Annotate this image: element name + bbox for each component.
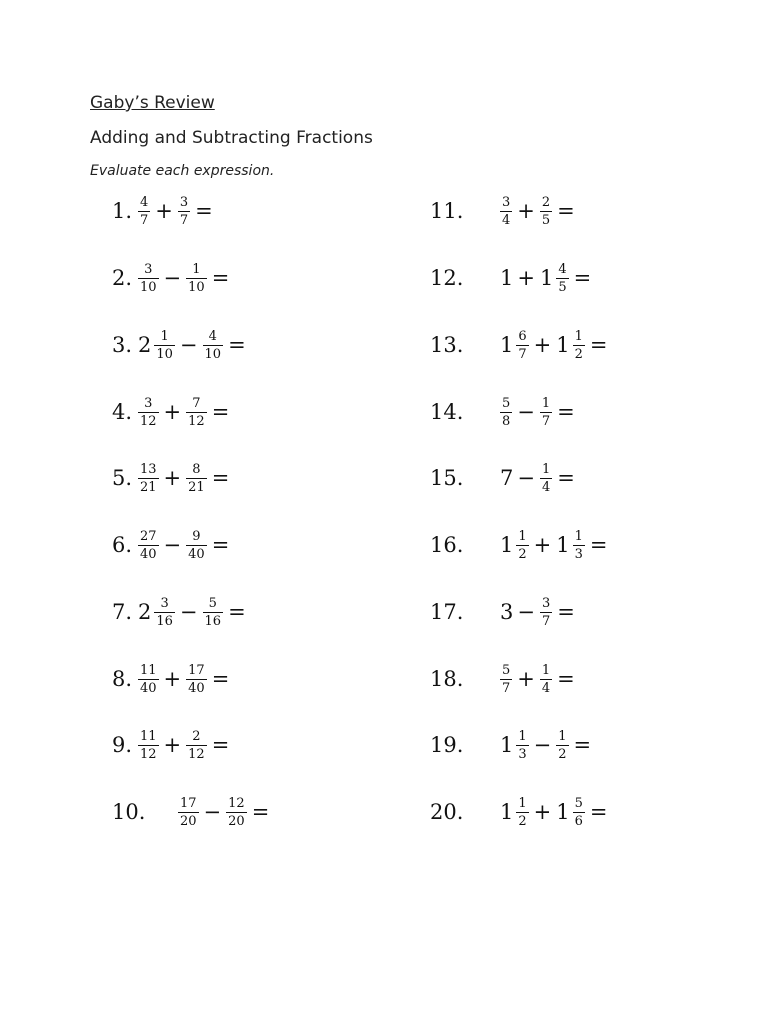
operator: = — [228, 599, 246, 624]
operator: − — [163, 265, 182, 290]
problem-16 — [430, 520, 611, 570]
denominator: 7 — [541, 413, 551, 429]
fraction — [571, 330, 587, 361]
expression — [498, 196, 578, 227]
fraction — [514, 797, 530, 828]
fraction — [514, 330, 530, 361]
operator: = — [557, 666, 575, 691]
numerator: 17 — [188, 662, 205, 678]
operator: = — [557, 465, 575, 490]
problem-13 — [430, 320, 611, 370]
operator: = — [573, 265, 592, 290]
denominator: 2 — [518, 813, 527, 829]
problem-8 — [112, 654, 232, 704]
problem-number: 15. — [430, 466, 464, 490]
numerator: 3 — [144, 261, 153, 277]
denominator: 12 — [188, 413, 205, 429]
problem-number: 4. — [112, 400, 133, 424]
whole-number: 1 — [539, 265, 554, 290]
operator: + — [163, 666, 182, 691]
numerator: 2 — [192, 728, 201, 744]
denominator: 7 — [140, 212, 149, 228]
expression — [136, 263, 232, 294]
fraction — [538, 463, 554, 494]
expression — [498, 397, 578, 428]
numerator: 4 — [140, 194, 149, 210]
denominator: 7 — [502, 680, 511, 696]
denominator: 3 — [574, 546, 583, 562]
problem-number: 16. — [430, 533, 464, 557]
denominator: 12 — [140, 746, 157, 762]
denominator: 5 — [541, 212, 551, 228]
denominator: 12 — [188, 746, 205, 762]
expression — [136, 597, 249, 628]
denominator: 2 — [558, 746, 567, 762]
fraction — [514, 730, 530, 761]
expression — [136, 397, 232, 428]
numerator: 1 — [518, 528, 527, 544]
fraction — [184, 263, 209, 294]
operator: = — [557, 198, 575, 223]
fraction — [184, 397, 209, 428]
problem-9 — [112, 720, 232, 770]
denominator: 7 — [541, 613, 551, 629]
denominator: 40 — [140, 680, 157, 696]
denominator: 6 — [574, 813, 583, 829]
operator: = — [228, 332, 246, 357]
denominator: 3 — [518, 746, 527, 762]
operator: = — [211, 265, 230, 290]
denominator: 40 — [188, 680, 205, 696]
problem-5 — [112, 453, 232, 503]
numerator: 3 — [144, 395, 153, 411]
operator: + — [533, 332, 552, 357]
fraction — [571, 797, 587, 828]
problem-6 — [112, 520, 232, 570]
problem-1 — [112, 186, 216, 236]
denominator: 21 — [188, 479, 205, 495]
numerator: 3 — [160, 595, 169, 611]
whole-number: 3 — [500, 599, 514, 624]
fraction — [136, 730, 161, 761]
problem-18 — [430, 654, 578, 704]
numerator: 5 — [208, 595, 217, 611]
problem-number: 9. — [112, 733, 133, 757]
problem-17 — [430, 587, 578, 637]
numerator: 11 — [140, 728, 157, 744]
numerator: 1 — [192, 261, 201, 277]
problem-number: 1. — [112, 199, 133, 223]
operator: + — [533, 532, 552, 557]
problem-number: 12. — [430, 266, 464, 290]
operator: = — [557, 399, 575, 424]
denominator: 20 — [228, 813, 245, 829]
numerator: 7 — [192, 395, 201, 411]
operator: − — [533, 732, 552, 757]
denominator: 21 — [140, 479, 157, 495]
expression — [136, 196, 216, 227]
numerator: 1 — [574, 528, 583, 544]
fraction — [136, 196, 152, 227]
fraction — [498, 664, 514, 695]
problem-10 — [112, 787, 272, 837]
problem-19 — [430, 720, 594, 770]
denominator: 4 — [541, 680, 551, 696]
denominator: 16 — [204, 613, 222, 629]
numerator: 6 — [518, 328, 527, 344]
denominator: 2 — [518, 546, 527, 562]
denominator: 2 — [574, 346, 583, 362]
problem-2 — [112, 253, 232, 303]
numerator: 5 — [502, 662, 511, 678]
operator: + — [155, 198, 173, 223]
denominator: 7 — [179, 212, 189, 228]
whole-number: 1 — [500, 532, 514, 557]
operator: − — [517, 599, 535, 624]
expression — [136, 664, 232, 695]
fraction — [571, 530, 587, 561]
fraction — [152, 597, 177, 628]
denominator: 4 — [541, 479, 551, 495]
fraction — [136, 463, 161, 494]
problem-12 — [430, 253, 594, 303]
expression — [136, 530, 232, 561]
expression — [176, 797, 272, 828]
operator: + — [163, 465, 182, 490]
expression — [498, 530, 611, 561]
numerator: 1 — [541, 395, 551, 411]
fraction — [152, 330, 177, 361]
fraction — [184, 463, 209, 494]
operator: = — [211, 399, 230, 424]
numerator: 1 — [518, 795, 527, 811]
fraction — [136, 397, 161, 428]
operator: + — [517, 265, 535, 290]
operator: + — [533, 799, 552, 824]
numerator: 1 — [518, 728, 527, 744]
operator: = — [251, 799, 270, 824]
fraction — [176, 196, 192, 227]
fraction — [224, 797, 249, 828]
numerator: 11 — [140, 662, 157, 678]
whole-number: 1 — [556, 532, 570, 557]
operator: + — [163, 732, 182, 757]
problem-number: 10. — [112, 800, 146, 824]
numerator: 2 — [541, 194, 551, 210]
denominator: 40 — [188, 546, 205, 562]
operator: − — [179, 599, 198, 624]
expression — [498, 730, 594, 761]
denominator: 20 — [180, 813, 197, 829]
denominator: 10 — [140, 279, 157, 295]
expression — [498, 330, 611, 361]
whole-number: 2 — [138, 332, 152, 357]
expression — [498, 463, 578, 494]
operator: = — [211, 465, 230, 490]
fraction — [176, 797, 201, 828]
operator: − — [517, 399, 535, 424]
fraction — [136, 530, 161, 561]
fraction — [201, 330, 226, 361]
fraction — [538, 397, 554, 428]
numerator: 9 — [192, 528, 201, 544]
whole-number: 1 — [556, 332, 570, 357]
whole-number: 1 — [500, 332, 514, 357]
denominator: 10 — [156, 346, 173, 362]
numerator: 1 — [541, 461, 551, 477]
operator: = — [589, 532, 608, 557]
whole-number: 1 — [500, 799, 514, 824]
numerator: 5 — [502, 395, 511, 411]
problem-number: 7. — [112, 600, 133, 624]
denominator: 5 — [558, 279, 567, 295]
problem-number: 6. — [112, 533, 133, 557]
worksheet-title: Gaby’s Review — [90, 93, 215, 113]
operator: = — [557, 599, 575, 624]
whole-number: 2 — [138, 599, 152, 624]
instructions: Evaluate each expression. — [90, 163, 275, 179]
operator: = — [589, 332, 608, 357]
fraction — [184, 730, 209, 761]
operator: − — [179, 332, 198, 357]
fraction — [514, 530, 530, 561]
worksheet-subtitle: Adding and Subtracting Fractions — [90, 128, 373, 148]
problem-3 — [112, 320, 249, 370]
numerator: 3 — [541, 595, 551, 611]
expression — [136, 330, 249, 361]
problem-7 — [112, 587, 249, 637]
operator: = — [573, 732, 592, 757]
problem-14 — [430, 387, 578, 437]
expression — [498, 263, 594, 294]
whole-number: 7 — [500, 465, 514, 490]
expression — [136, 730, 232, 761]
expression — [498, 797, 611, 828]
numerator: 1 — [558, 728, 567, 744]
problem-number: 8. — [112, 667, 133, 691]
numerator: 3 — [502, 194, 511, 210]
expression — [498, 597, 578, 628]
expression — [498, 664, 578, 695]
problem-number: 14. — [430, 400, 464, 424]
problem-number: 13. — [430, 333, 464, 357]
fraction — [554, 730, 570, 761]
numerator: 5 — [574, 795, 583, 811]
fraction — [184, 530, 209, 561]
fraction — [538, 664, 554, 695]
denominator: 40 — [140, 546, 157, 562]
fraction — [554, 263, 570, 294]
numerator: 4 — [208, 328, 217, 344]
denominator: 7 — [518, 346, 527, 362]
numerator: 1 — [160, 328, 169, 344]
operator: + — [517, 666, 535, 691]
denominator: 16 — [156, 613, 173, 629]
whole-number: 1 — [500, 265, 514, 290]
problem-number: 20. — [430, 800, 464, 824]
problem-15 — [430, 453, 578, 503]
denominator: 10 — [204, 346, 222, 362]
problem-4 — [112, 387, 232, 437]
numerator: 12 — [228, 795, 245, 811]
numerator: 17 — [180, 795, 197, 811]
problem-number: 11. — [430, 199, 464, 223]
problem-number: 2. — [112, 266, 133, 290]
problem-number: 19. — [430, 733, 464, 757]
operator: = — [195, 198, 213, 223]
fraction — [136, 263, 161, 294]
numerator: 8 — [192, 461, 201, 477]
operator: = — [211, 532, 230, 557]
numerator: 1 — [574, 328, 583, 344]
fraction — [184, 664, 209, 695]
operator: + — [517, 198, 535, 223]
operator: + — [163, 399, 182, 424]
operator: − — [517, 465, 535, 490]
operator: − — [203, 799, 222, 824]
denominator: 8 — [502, 413, 511, 429]
operator: = — [211, 732, 230, 757]
fraction — [136, 664, 161, 695]
operator: = — [589, 799, 608, 824]
denominator: 12 — [140, 413, 157, 429]
fraction — [498, 397, 514, 428]
operator: = — [211, 666, 230, 691]
problem-11 — [430, 186, 578, 236]
fraction — [538, 196, 554, 227]
numerator: 13 — [140, 461, 157, 477]
numerator: 1 — [541, 662, 551, 678]
fraction — [498, 196, 514, 227]
fraction — [538, 597, 554, 628]
whole-number: 1 — [556, 799, 570, 824]
problem-number: 18. — [430, 667, 464, 691]
whole-number: 1 — [500, 732, 514, 757]
operator: − — [163, 532, 182, 557]
expression — [136, 463, 232, 494]
problem-number: 17. — [430, 600, 464, 624]
problem-number: 3. — [112, 333, 133, 357]
numerator: 27 — [140, 528, 157, 544]
numerator: 3 — [179, 194, 189, 210]
problem-number: 5. — [112, 466, 133, 490]
numerator: 4 — [558, 261, 567, 277]
fraction — [201, 597, 226, 628]
problem-20 — [430, 787, 611, 837]
denominator: 4 — [502, 212, 511, 228]
denominator: 10 — [188, 279, 205, 295]
